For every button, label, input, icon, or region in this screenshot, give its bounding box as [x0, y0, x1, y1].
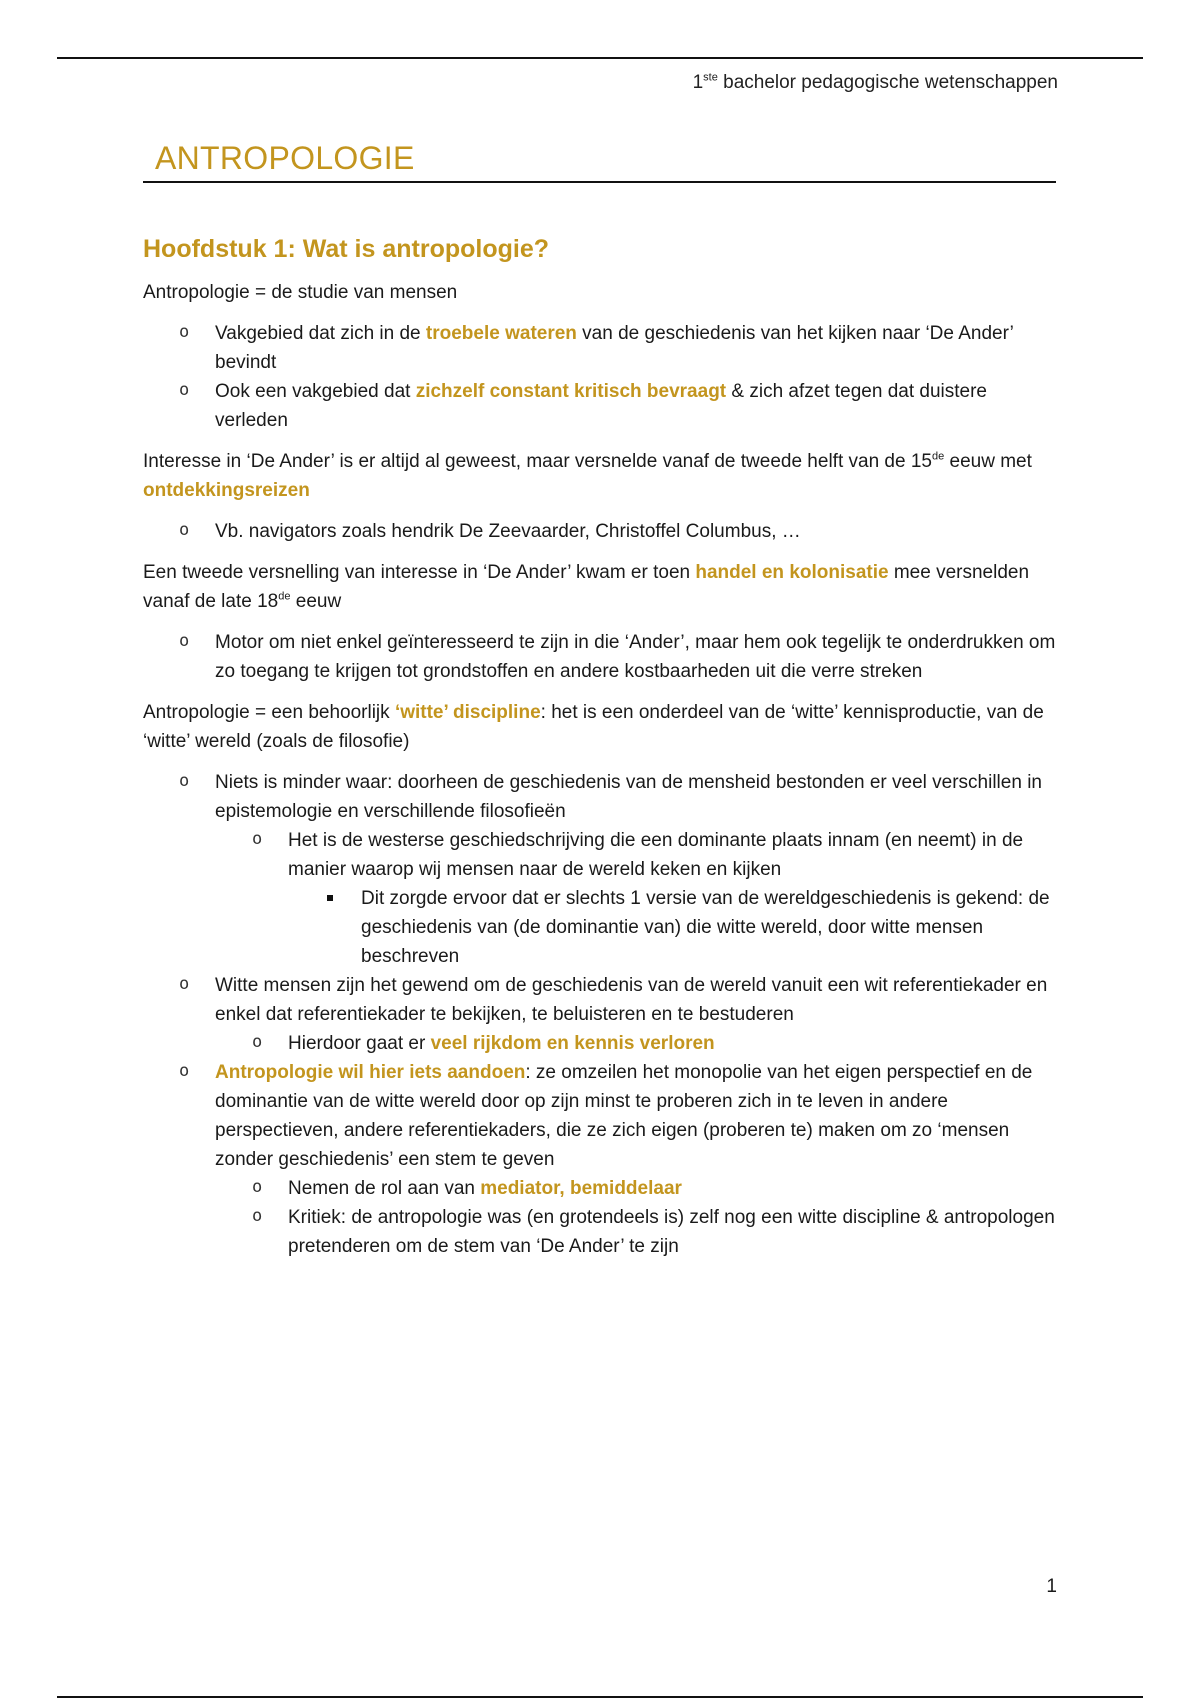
- highlight: ‘witte’ discipline: [394, 702, 541, 723]
- list-item: o Niets is minder waar: doorheen de geschiedenis van de mensheid bestonden er veel verschillen in epistemologie en verschillende filosofieën o Het is de westerse geschiedschrijving die een dominante plaats innam (en neemt) in de manier waarop wij mensen naar de wereld keken en kijken Dit zorgde ervoor dat er slechts 1 versie van de wereldgeschiedenis is gekend: de geschiedenis van (de dominantie van) die witte wereld, door witte mensen beschreven: [215, 768, 1058, 971]
- list-item: Dit zorgde ervoor dat er slechts 1 versie van de wereldgeschiedenis is gekend: de geschiedenis van (de dominantie van) die witte wereld, door witte mensen beschreven: [361, 884, 1058, 971]
- highlight: handel en kolonisatie: [695, 562, 889, 583]
- bottom-rule: [57, 1696, 1143, 1698]
- document-title: ANTROPOLOGIE: [143, 140, 1056, 183]
- paragraph: Antropologie = een behoorlijk ‘witte’ discipline: het is een onderdeel van de ‘witte’ kennisproductie, van de ‘witte’ wereld (zoals de filosofie): [143, 702, 1044, 752]
- highlight: ontdekkingsreizen: [143, 480, 310, 501]
- highlight: veel rijkdom en kennis verloren: [430, 1033, 715, 1054]
- list-item: o Ook een vakgebied dat zichzelf constant kritisch bevraagt & zich afzet tegen dat duistere verleden: [215, 377, 1058, 435]
- list-item: o Het is de westerse geschiedschrijving die een dominante plaats innam (en neemt) in de manier waarop wij mensen naar de wereld keken en kijken Dit zorgde ervoor dat er slechts 1 versie van de wereldgeschiedenis is gekend: de geschiedenis van (de dominantie van) die witte wereld, door witte mensen beschreven: [288, 826, 1058, 971]
- highlight: mediator, bemiddelaar: [480, 1178, 682, 1199]
- list-item: o Vb. navigators zoals hendrik De Zeevaarder, Christoffel Columbus, …: [215, 517, 1058, 546]
- highlight: troebele wateren: [425, 323, 577, 344]
- bullet-list: [143, 628, 1058, 686]
- running-header: 1ste bachelor pedagogische wetenschappen: [692, 71, 1058, 93]
- paragraph: Een tweede versnelling van interesse in ‘De Ander’ kwam er toen handel en kolonisatie mee versnelden vanaf de late 18de eeuw: [143, 562, 1030, 612]
- list-item: o Nemen de rol aan van mediator, bemiddelaar: [288, 1174, 1058, 1203]
- highlight: Antropologie wil hier iets aandoen: [215, 1062, 526, 1083]
- bullet-list: [143, 517, 1058, 546]
- list-item: o Vakgebied dat zich in de troebele wateren van de geschiedenis van het kijken naar ‘De Ander’ bevindt: [215, 319, 1058, 377]
- sub-sub-list: [288, 884, 1058, 971]
- bullet-list: [143, 768, 1058, 1261]
- list-item: o Kritiek: de antropologie was (en grotendeels is) zelf nog een witte discipline & antropologen pretenderen om de stem van ‘De Ander’ te zijn: [288, 1203, 1058, 1261]
- list-item: o Hierdoor gaat er veel rijkdom en kennis verloren: [288, 1029, 1058, 1058]
- chapter-heading: Hoofdstuk 1: Wat is antropologie?: [143, 235, 550, 263]
- list-item: o Motor om niet enkel geïnteresseerd te zijn in die ‘Ander’, maar hem ook tegelijk te onderdrukken om zo toegang te krijgen tot grondstoffen en andere kostbaarheden uit die verre streken: [215, 628, 1058, 686]
- document-body: [143, 232, 1058, 1273]
- highlight: zichzelf constant kritisch bevraagt: [415, 381, 727, 402]
- list-item: o Witte mensen zijn het gewend om de geschiedenis van de wereld vanuit een wit referentiekader en enkel dat referentiekader te bekijken, te beluisteren en te bestuderen o Hierdoor gaat er veel rijkdom en kennis verloren: [215, 971, 1058, 1058]
- list-item: o Antropologie wil hier iets aandoen: ze omzeilen het monopolie van het eigen perspectief en de dominantie van de witte wereld door op zijn minst te proberen zich in te leven in andere perspectieven, andere referentiekaders, die ze zich eigen (proberen te) maken om zo ‘mensen zonder geschiedenis’ een stem te geven o Nemen de rol aan van mediator, bemiddelaar o Kritiek: de antropologie was (en grotendeels is) zelf nog een witte discipline & antropologen pretenderen om de stem van ‘De Ander’ te zijn: [215, 1058, 1058, 1261]
- sub-list: [215, 826, 1058, 971]
- paragraph: Antropologie = de studie van mensen: [143, 282, 458, 303]
- paragraph: Interesse in ‘De Ander’ is er altijd al geweest, maar versnelde vanaf de tweede helft van de 15de eeuw met ontdekkingsreizen: [143, 450, 1032, 501]
- page-number: 1: [1046, 1576, 1057, 1597]
- sub-list: [215, 1174, 1058, 1261]
- sub-list: [215, 1029, 1058, 1058]
- bullet-list: [143, 319, 1058, 435]
- top-rule: [57, 57, 1143, 59]
